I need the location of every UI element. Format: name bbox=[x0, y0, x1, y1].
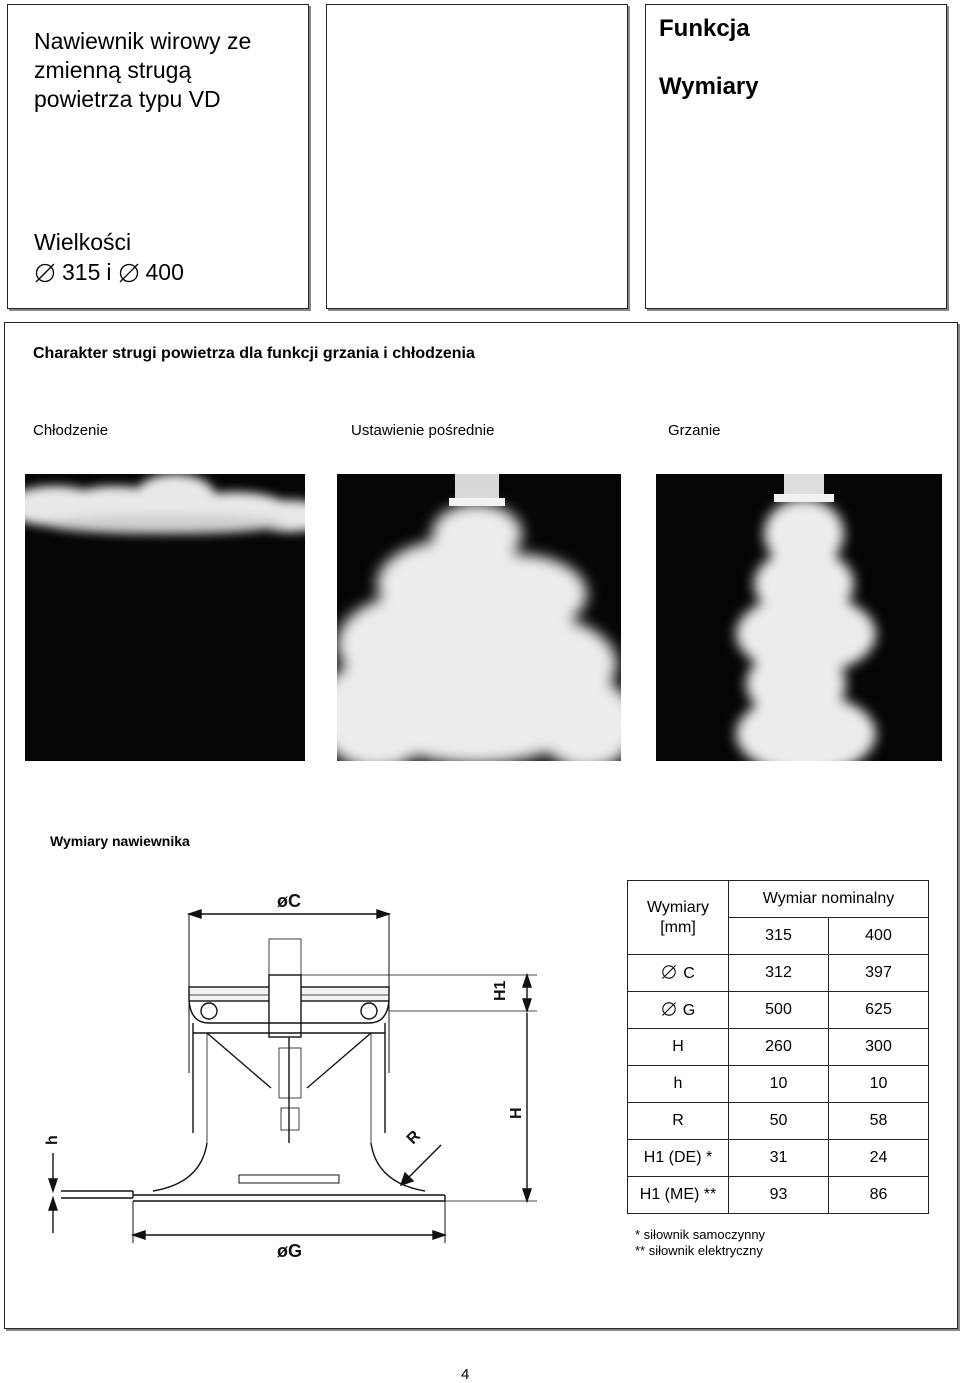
cooling-airflow-photo bbox=[25, 474, 305, 761]
drawing-label-h1: H1 bbox=[492, 980, 509, 1001]
drawing-label-g: øG bbox=[277, 1241, 302, 1261]
table-cell-315: 31 bbox=[729, 1140, 829, 1177]
sizes-label: Wielkości bbox=[34, 229, 132, 255]
table-cell-400: 58 bbox=[828, 1103, 928, 1140]
table-cell-315: 93 bbox=[729, 1177, 829, 1214]
table-row bbox=[628, 1066, 929, 1103]
intermediate-airflow-photo bbox=[337, 474, 621, 761]
diameter-icon bbox=[661, 965, 683, 982]
table-cell-400: 86 bbox=[828, 1177, 928, 1214]
table-cell-315: 500 bbox=[729, 992, 829, 1029]
dimensions-table bbox=[627, 880, 929, 1214]
table-size-400: 400 bbox=[828, 918, 928, 955]
row-label-text: h bbox=[673, 1075, 683, 1092]
table-row bbox=[628, 1140, 929, 1177]
row-label-text: H1 (DE) * bbox=[643, 1149, 713, 1166]
product-title: Nawiewnik wirowy ze zmienną strugą powietrza typu VD bbox=[34, 28, 252, 112]
dimensions-section-title: Wymiary nawiewnika bbox=[50, 833, 190, 849]
table-row bbox=[628, 1177, 929, 1214]
footnote-2: ** siłownik elektryczny bbox=[635, 1243, 763, 1258]
row-label-text: H bbox=[672, 1038, 684, 1055]
mode-label-heating: Grzanie bbox=[668, 422, 721, 439]
diameter-icon bbox=[661, 1002, 683, 1019]
table-row-label bbox=[628, 1177, 729, 1214]
mode-label-cooling: Chłodzenie bbox=[33, 422, 109, 439]
diffuser-dimension-drawing bbox=[41, 883, 601, 1283]
row-label-text: H1 (ME) ** bbox=[639, 1186, 717, 1203]
table-row-label bbox=[628, 1140, 729, 1177]
header-dimensions-label: Wymiary [mm] bbox=[646, 898, 710, 936]
diameter-icon bbox=[34, 262, 56, 284]
table-row-label bbox=[628, 992, 729, 1029]
drawing-label-c: øC bbox=[277, 891, 301, 911]
table-cell-400: 300 bbox=[828, 1029, 928, 1066]
airflow-section-title: Charakter strugi powietrza dla funkcji grzania i chłodzenia bbox=[33, 345, 475, 362]
table-cell-315: 260 bbox=[729, 1029, 829, 1066]
table-row bbox=[628, 992, 929, 1029]
page-number: 4 bbox=[461, 1366, 470, 1383]
section-nav-panel bbox=[645, 4, 947, 309]
size-joiner: i bbox=[106, 259, 112, 285]
table-header-dimensions bbox=[628, 881, 729, 955]
table-cell-315: 50 bbox=[729, 1103, 829, 1140]
sizes-row bbox=[34, 259, 184, 286]
nav-item-wymiary[interactable]: Wymiary bbox=[659, 73, 759, 100]
table-header-nominal: Wymiar nominalny bbox=[729, 881, 929, 918]
table-row bbox=[628, 1103, 929, 1140]
main-panel bbox=[4, 322, 958, 1329]
table-cell-315: 312 bbox=[729, 955, 829, 992]
heating-airflow-photo bbox=[656, 474, 942, 761]
table-row-label bbox=[628, 1029, 729, 1066]
mode-label-intermediate: Ustawienie pośrednie bbox=[351, 422, 495, 439]
diameter-icon bbox=[118, 262, 140, 284]
drawing-label-r: R bbox=[403, 1127, 425, 1148]
table-header-row bbox=[628, 881, 929, 918]
table-row-label bbox=[628, 1103, 729, 1140]
size-315: 315 bbox=[62, 259, 101, 285]
table-cell-400: 24 bbox=[828, 1140, 928, 1177]
blank-panel bbox=[326, 4, 628, 309]
footnote-1: * siłownik samoczynny bbox=[635, 1227, 766, 1242]
row-label-text: C bbox=[683, 964, 695, 982]
table-cell-400: 625 bbox=[828, 992, 928, 1029]
drawing-label-h: H bbox=[508, 1107, 525, 1119]
nav-item-funkcja[interactable]: Funkcja bbox=[659, 15, 750, 42]
table-row-label bbox=[628, 1066, 729, 1103]
table-cell-315: 10 bbox=[729, 1066, 829, 1103]
table-row-label bbox=[628, 955, 729, 992]
table-row bbox=[628, 1029, 929, 1066]
size-400: 400 bbox=[145, 259, 184, 285]
title-panel bbox=[7, 4, 309, 309]
table-cell-400: 397 bbox=[828, 955, 928, 992]
drawing-label-small-h: h bbox=[44, 1135, 61, 1145]
table-size-315: 315 bbox=[729, 918, 829, 955]
row-label-text: G bbox=[682, 1001, 696, 1019]
row-label-text: R bbox=[672, 1112, 684, 1129]
table-row bbox=[628, 955, 929, 992]
table-cell-400: 10 bbox=[828, 1066, 928, 1103]
